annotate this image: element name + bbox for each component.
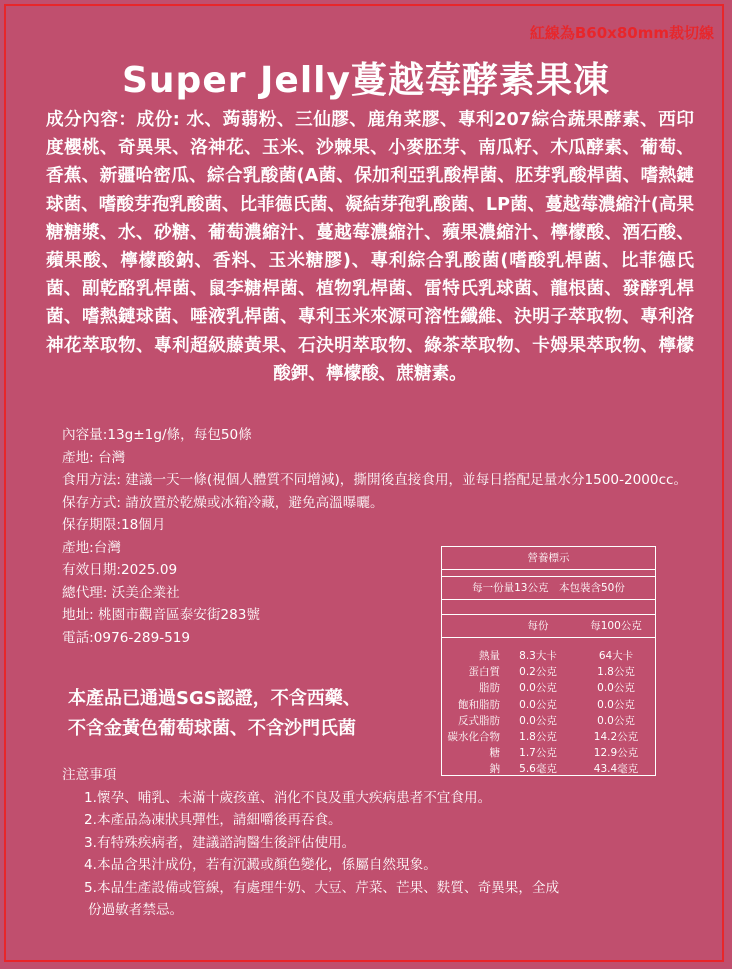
nutrient-name: 脂肪 — [479, 682, 500, 695]
origin-2: 產地:台灣 — [62, 539, 121, 556]
precaution-item: 5.本品生產設備或管線，有處理牛奶、大豆、芹菜、芒果、麩質、奇異果，全成 — [84, 879, 560, 896]
nutrition-row — [442, 697, 655, 713]
usage-instructions: 食用方法: 建議一天一條(視個人體質不同增減)，撕開後直接食用，並每日搭配足量水分1500-2000cc。 — [62, 472, 688, 488]
ingredients-text: 成分內容：成份: 水、蒟蒻粉、三仙膠、鹿角菜膠、專利207綜合蔬果酵素、西印度櫻桃、奇異果、洛神花、玉米、沙棘果、小麥胚芽、南瓜籽、木瓜酵素、葡萄、香蕉、新疆哈密瓜、綜合乳酸菌(A菌、保加利亞乳酸桿菌、胚芽乳酸桿菌、嗜熱鏈球菌、嗜酸芽孢乳酸菌、比菲德氏菌、凝結芽孢乳酸菌、LP菌、蔓越莓濃縮汁(高果糖糖漿、水、砂糖、葡萄濃縮汁、蔓越莓濃縮汁、蘋果濃縮汁、檸檬酸、酒石酸、蘋果酸、檸檬酸鈉、香料、玉米糖膠)、專利綜合乳酸菌(嗜酸乳桿菌、比菲德氏菌、副乾酪乳桿菌、鼠李糖桿菌、植物乳桿菌、雷特氏乳球菌、龍根菌、發酵乳桿菌、嗜熱鏈球菌、唾液乳桿菌、專利玉米來源可溶性纖維、決明子萃取物、專利洛神花萃取物、專利超級藤黃果、石決明萃取物、綠茶萃取物、卡姆果萃取物、檸檬酸鉀、檸檬酸、蔗糖素。 — [46, 110, 694, 384]
per-serving-value: 1.8公克 — [519, 730, 557, 743]
net-content: 內容量:13g±1g/條，每包50條 — [62, 427, 252, 443]
nutrient-name: 糖 — [489, 747, 500, 760]
precautions-heading: 注意事項 — [62, 767, 117, 783]
expiry-date: 有效日期:2025.09 — [62, 562, 178, 578]
distributor: 總代理: 沃美企業社 — [62, 584, 180, 601]
precaution-item: 2.本產品為凍狀具彈性，請細嚼後再吞食。 — [84, 812, 342, 828]
nutrition-row — [442, 745, 655, 761]
sgs-line-1: 本產品已通過SGS認證，不含西藥、 — [68, 688, 361, 709]
nutrient-name: 熱量 — [479, 650, 500, 662]
nutrient-name: 蛋白質 — [468, 666, 500, 679]
per-100g-value: 1.8公克 — [597, 666, 635, 679]
per-100g-value: 0.0公克 — [597, 714, 635, 727]
nutrient-name: 反式脂肪 — [458, 714, 500, 727]
precaution-item: 3.有特殊疾病者，建議諮詢醫生後評估使用。 — [84, 834, 356, 851]
per-100g-value: 0.0公克 — [597, 698, 635, 711]
serving-info: 每一份量13公克 本包裝含50份 — [442, 576, 655, 600]
nutrition-row — [442, 648, 655, 664]
origin: 產地: 台灣 — [62, 449, 126, 466]
storage-method: 保存方式: 請放置於乾燥或冰箱冷藏，避免高溫曝曬。 — [62, 494, 384, 511]
nutrition-row — [442, 713, 655, 729]
col-per-100g: 每100公克 — [590, 620, 642, 632]
nutrition-title: 營養標示 — [442, 547, 655, 570]
nutrition-row — [442, 664, 655, 680]
nutrition-header-row — [442, 614, 655, 638]
nutrient-name: 碳水化合物 — [447, 730, 500, 743]
sgs-line-2: 不含金黃色葡萄球菌、不含沙門氏菌 — [68, 718, 356, 739]
shelf-life: 保存期限:18個月 — [62, 517, 166, 533]
per-100g-value: 0.0公克 — [597, 682, 635, 695]
per-serving-value: 0.0公克 — [519, 698, 557, 711]
per-serving-value: 0.2公克 — [519, 666, 557, 679]
phone: 電話:0976-289-519 — [62, 629, 191, 646]
sgs-certification — [68, 684, 361, 744]
per-serving-value: 1.7公克 — [519, 747, 557, 760]
per-100g-value: 64大卡 — [598, 650, 634, 662]
per-100g-value: 14.2公克 — [593, 730, 639, 743]
per-serving-value: 0.0公克 — [519, 714, 557, 727]
precaution-item-continued: 份過敏者禁忌。 — [88, 902, 184, 918]
nutrition-rows — [442, 648, 655, 778]
per-serving-value: 8.3大卡 — [519, 650, 557, 662]
per-100g-value: 12.9公克 — [593, 747, 639, 760]
nutrition-row — [442, 680, 655, 696]
nutrient-name: 鈉 — [489, 763, 500, 776]
precaution-item: 4.本品含果汁成份，若有沉澱或顏色變化，係屬自然現象。 — [84, 857, 437, 873]
per-serving-value: 0.0公克 — [519, 682, 557, 695]
per-serving-value: 5.6毫克 — [519, 763, 557, 776]
per-100g-value: 43.4毫克 — [593, 763, 639, 776]
cut-line-note: 紅線為B60x80mm裁切線 — [529, 24, 714, 42]
precaution-item: 1.懷孕、哺乳、未滿十歲孩童、消化不良及重大疾病患者不宜食用。 — [84, 789, 492, 806]
nutrition-row — [442, 729, 655, 745]
nutrient-name: 飽和脂肪 — [458, 698, 500, 711]
address: 地址: 桃園市觀音區泰安街283號 — [62, 607, 260, 623]
nutrition-facts-table — [441, 546, 656, 776]
product-title: Super Jelly蔓越莓酵素果凍 — [122, 60, 610, 101]
precautions — [62, 764, 702, 922]
col-per-serving: 每份 — [527, 620, 549, 632]
